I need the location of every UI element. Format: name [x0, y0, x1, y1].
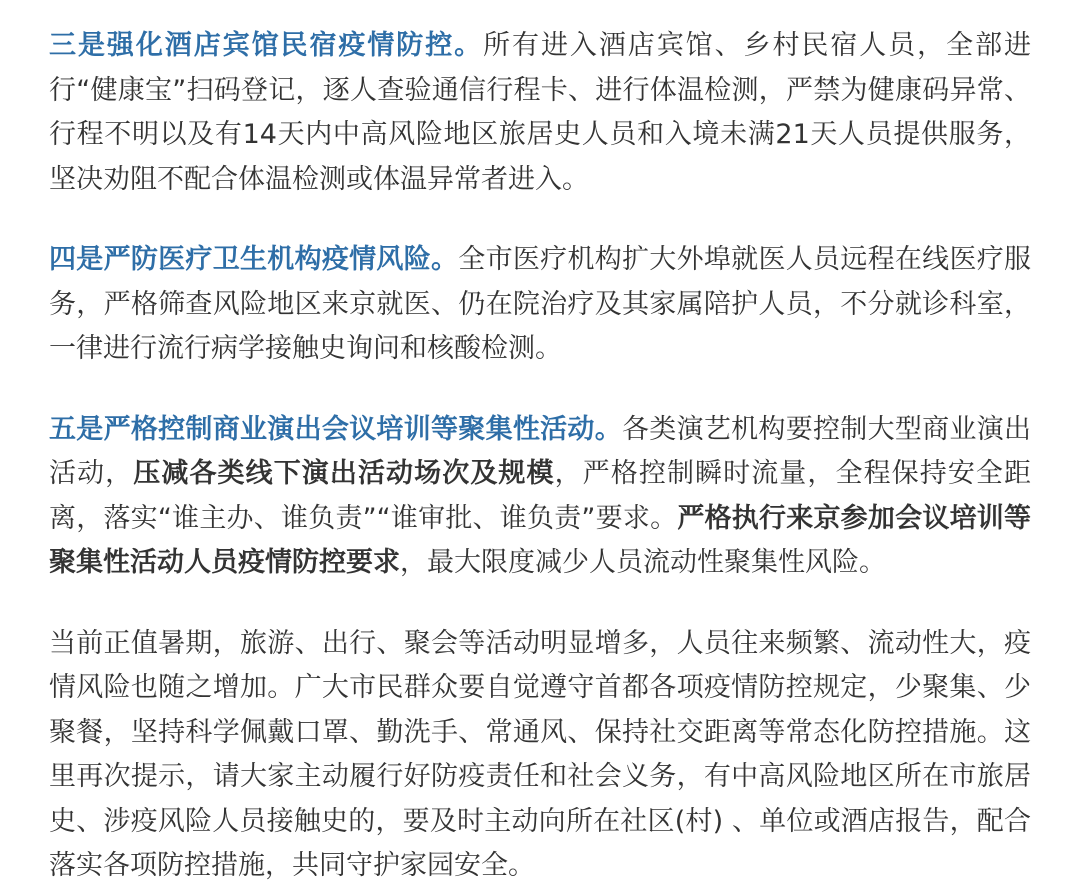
paragraph-text: 当前正值暑期，旅游、出行、聚会等活动明显增多，人员往来频繁、流动性大，疫情风险也随之增加。广大市民群众要自觉遵守首都各项疫情防控规定，少聚集、少聚餐，坚持科学佩戴口罩、勤洗手、常通风、保持社交距离等常态化防控措施。这里再次提示，请大家主动履行好防疫责任和社会义务，有中高风险地区所在市旅居史、涉疫风险人员接触史的，要及时主动向所在社区(村) 、单位或酒店报告，配合落实各项防控措施，共同守护家园安全。	[49, 627, 1031, 881]
paragraph-summer-reminder	[49, 622, 1031, 889]
paragraph-gathering-control	[49, 408, 1031, 586]
paragraph-text: 各类演艺机构要控制大型商业演出活动，	[49, 413, 1031, 489]
paragraph-text: 全市医疗机构扩大外埠就医人员远程在线医疗服务，严格筛查风险地区来京就医、仍在院治疗及其家属陪护人员，不分就诊科室，一律进行流行病学接触史询问和核酸检测。	[49, 244, 1032, 364]
paragraph-text: 所有进入酒店宾馆、乡村民宿人员，全部进行“健康宝”扫码登记，逐人查验通信行程卡、进行体温检测，严禁为健康码异常、行程不明以及有14天内中高风险地区旅居史人员和入境未满21天人员提供服务，坚决劝阻不配合体温检测或体温异常者进入。	[49, 30, 1032, 195]
paragraph-lead: 四是严防医疗卫生机构疫情风险。	[49, 244, 459, 275]
paragraph-emphasis: 压减各类线下演出活动场次及规模	[133, 458, 555, 489]
paragraph-hotel-control	[49, 24, 1031, 202]
paragraph-medical-risk	[49, 238, 1031, 372]
paragraph-text: ，严格控制瞬时流量，全程保持安全距离，落实“谁主办、谁负责”“谁审批、谁负责”要求。	[49, 458, 1032, 534]
paragraph-emphasis: 严格执行来京参加会议培训等聚集性活动人员疫情防控要求	[49, 502, 1032, 578]
paragraph-lead: 五是严格控制商业演出会议培训等聚集性活动。	[49, 413, 622, 445]
paragraph-lead: 三是强化酒店宾馆民宿疫情防控。	[49, 30, 484, 61]
paragraph-text: ，最大限度减少人员流动性聚集性风险。	[400, 547, 886, 578]
article-body	[49, 24, 1031, 889]
